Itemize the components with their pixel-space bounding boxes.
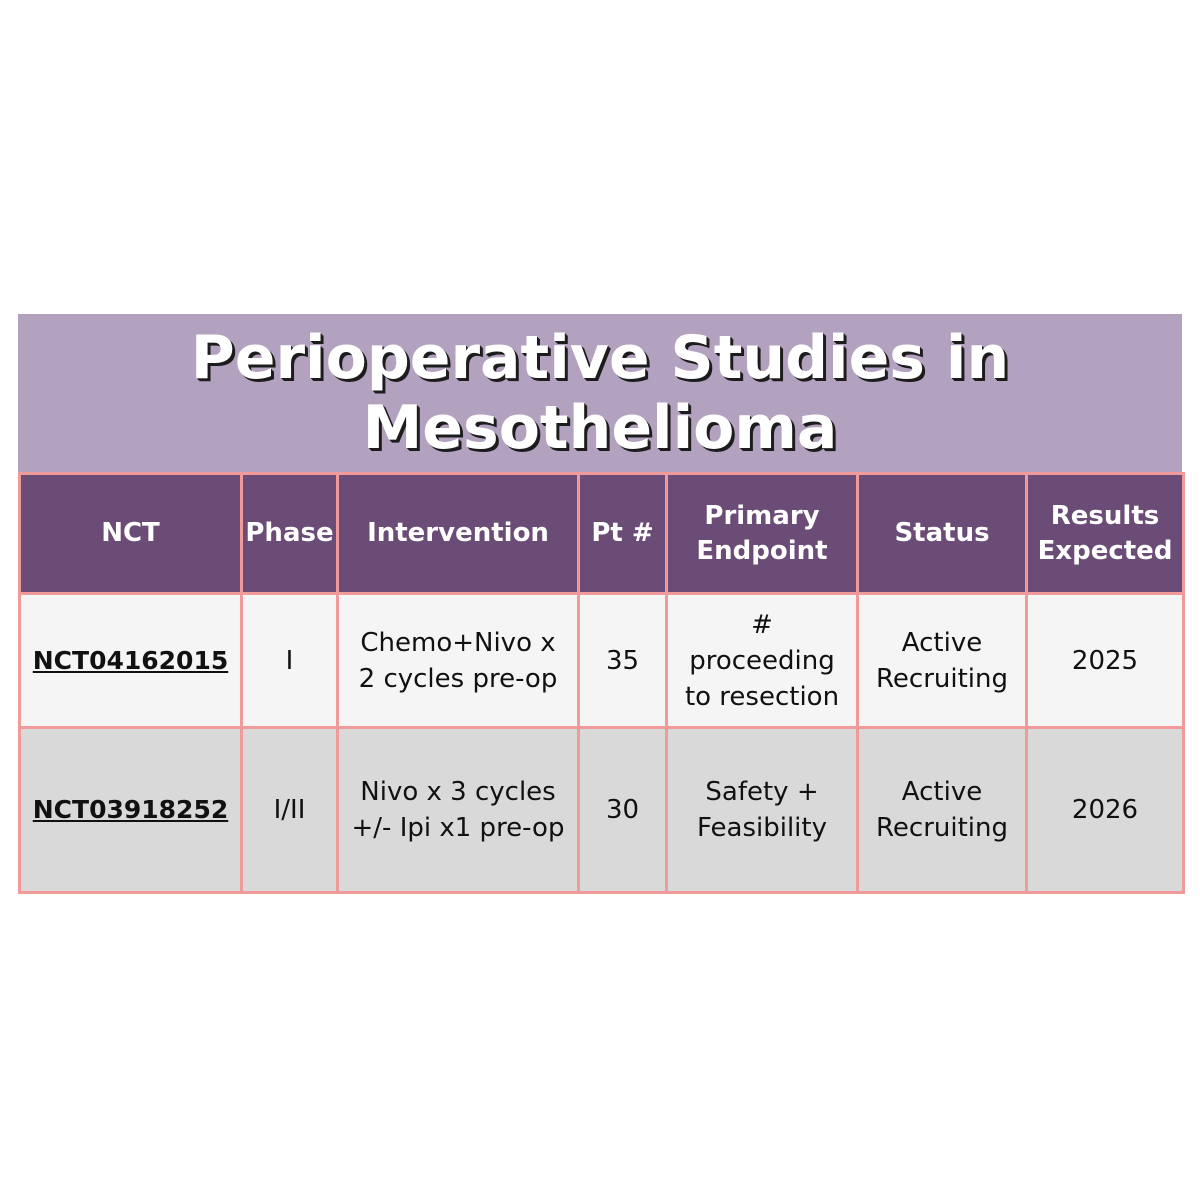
header-results-line-1: Results [1050,500,1160,531]
page-title [170,323,1030,463]
header-row [20,474,1184,594]
intervention-line-1: Nivo x 3 cycles [360,777,556,807]
cell-nct [20,594,242,728]
endpoint-line-1: Safety + [705,777,819,807]
cell-status [858,594,1027,728]
studies-table [18,472,1185,894]
header-patients-label: Pt # [591,518,654,548]
status-line-2: Recruiting [876,663,1008,694]
results-value: 2025 [1071,645,1139,676]
cell-intervention [338,728,579,893]
header-status [858,474,1027,594]
endpoint-line-2: Feasibility [697,813,827,843]
results-value: 2026 [1071,795,1139,825]
header-primary-endpoint [667,474,858,594]
header-phase [242,474,338,594]
title-line-1: Perioperative Studies in [190,323,1010,393]
cell-patients [579,594,667,728]
intervention-line-2: +/- Ipi x1 pre-op [351,813,565,843]
table-row [20,594,1184,728]
header-patients [579,474,667,594]
header-nct [20,474,242,594]
studies-panel [18,314,1182,894]
title-line-2: Mesothelioma [362,393,838,463]
cell-endpoint [667,594,858,728]
intervention-line-1: Chemo+Nivo x [360,627,556,658]
phase-value: I [285,645,294,676]
title-bar [18,314,1182,472]
patients-value: 30 [605,795,640,825]
cell-phase [242,594,338,728]
header-endpoint-line-2: Endpoint [696,535,828,566]
cell-results-expected [1027,594,1184,728]
cell-phase [242,728,338,893]
header-intervention-label: Intervention [367,518,549,548]
endpoint-line-1: # [751,609,773,640]
cell-intervention [338,594,579,728]
status-line-1: Active [901,627,983,658]
header-intervention [338,474,579,594]
status-line-1: Active [901,777,983,807]
endpoint-line-3: to resection [684,681,840,712]
patients-value: 35 [605,645,640,676]
cell-status [858,728,1027,893]
cell-endpoint [667,728,858,893]
header-status-label: Status [894,518,990,548]
cell-results-expected [1027,728,1184,893]
cell-patients [579,728,667,893]
nct-link[interactable]: NCT04162015 [32,645,229,675]
header-nct-label: NCT [101,518,160,548]
header-results-line-2: Expected [1037,535,1173,566]
header-endpoint-line-1: Primary [704,500,820,531]
header-phase-label: Phase [245,518,334,548]
intervention-line-2: 2 cycles pre-op [358,663,558,694]
nct-link[interactable]: NCT03918252 [32,795,229,824]
cell-nct [20,728,242,893]
status-line-2: Recruiting [876,813,1008,843]
endpoint-line-2: proceeding [689,645,835,676]
table-row [20,728,1184,893]
header-results-expected [1027,474,1184,594]
phase-value: I/II [273,795,306,825]
